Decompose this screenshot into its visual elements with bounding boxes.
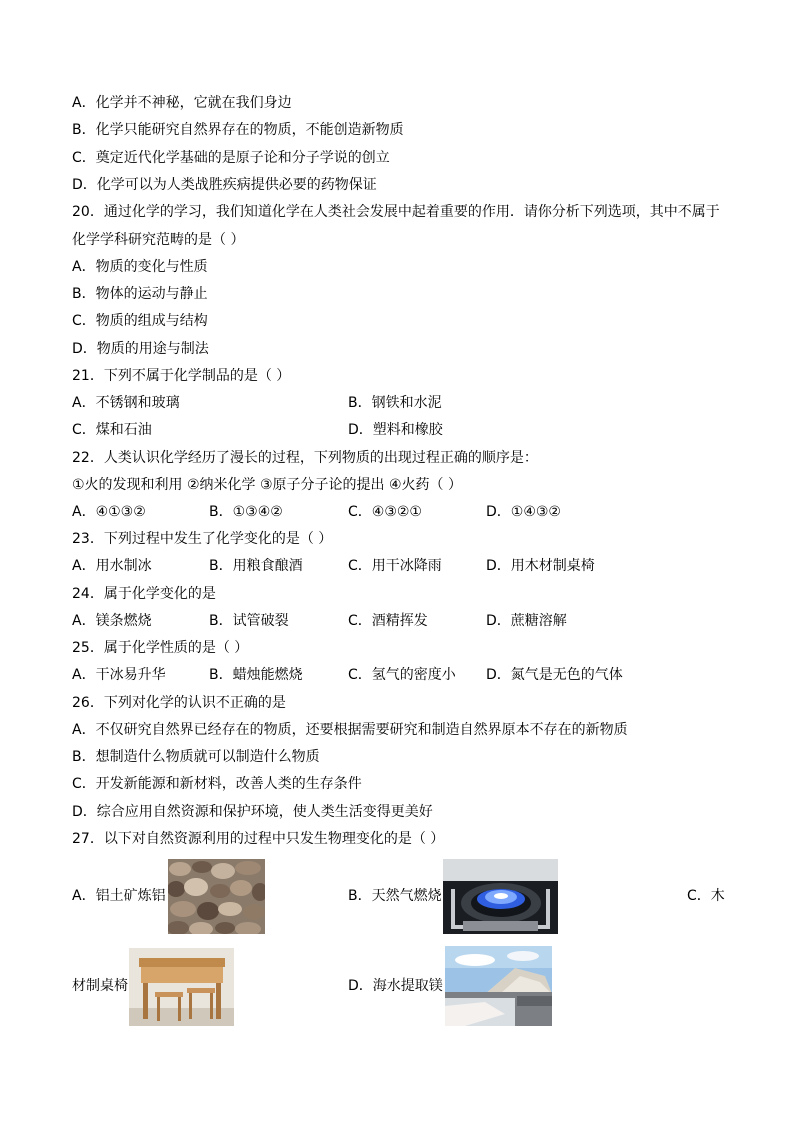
q20-option-d: D．物质的用途与制法 <box>72 341 209 357</box>
q19-option-b: B．化学只能研究自然界存在的物质，不能创造新物质 <box>72 122 404 138</box>
q25-options <box>72 665 752 685</box>
q23-option-a: A．用水制冰 <box>72 558 152 574</box>
q24-option-c: C．酒精挥发 <box>348 613 428 629</box>
q26-option-a: A．不仅研究自然界已经存在的物质，还要根据需要研究和制造自然界原本不存在的新物质 <box>72 722 628 738</box>
q26-option-c: C．开发新能源和新材料，改善人类的生存条件 <box>72 776 362 792</box>
q24-options <box>72 611 752 631</box>
q23-option-d: D．用木材制桌椅 <box>486 558 595 574</box>
q22-option-a: A．④①③② <box>72 504 146 520</box>
q19-option-c: C．奠定近代化学基础的是原子论和分子学说的创立 <box>72 150 390 166</box>
q25-option-a: A．干冰易升华 <box>72 667 166 683</box>
q26-option-d: D．综合应用自然资源和保护环境，使人类生活变得更美好 <box>72 804 433 820</box>
q25-option-d: D．氮气是无色的气体 <box>486 667 623 683</box>
q23-option-b: B．用粮食酿酒 <box>209 558 303 574</box>
q21-option-d: D．塑料和橡胶 <box>348 422 443 438</box>
q27-option-b-label: B．天然气燃烧 <box>348 888 442 904</box>
q21-options-row2 <box>72 420 752 440</box>
q19-option-d: D．化学可以为人类战胜疾病提供必要的药物保证 <box>72 177 377 193</box>
q22-options <box>72 502 752 522</box>
q21-option-c: C．煤和石油 <box>72 422 152 438</box>
q26-stem: 26．下列对化学的认识不正确的是 <box>72 695 286 711</box>
q20-option-a: A．物质的变化与性质 <box>72 259 208 275</box>
q24-option-b: B．试管破裂 <box>209 613 289 629</box>
q20-stem-line1: 20．通过化学的学习，我们知道化学在人类社会发展中起着重要的作用．请你分析下列选项，其中不属于 <box>72 204 720 220</box>
q21-option-a: A．不锈钢和玻璃 <box>72 395 180 411</box>
q27-option-c-label-part1: C．木 <box>687 888 725 904</box>
q22-option-c: C．④③②① <box>348 504 422 520</box>
wooden-desk-chair-image <box>129 948 234 1026</box>
q22-stem: 22．人类认识化学经历了漫长的过程，下列物质的出现过程正确的顺序是： <box>72 450 538 466</box>
q23-option-c: C．用干冰降雨 <box>348 558 442 574</box>
q20-option-b: B．物体的运动与静止 <box>72 286 208 302</box>
q23-options <box>72 556 752 576</box>
q19-option-a: A．化学并不神秘，它就在我们身边 <box>72 95 292 111</box>
q21-stem: 21．下列不属于化学制品的是（ ） <box>72 368 291 384</box>
seawater-salt-field-image <box>445 946 552 1026</box>
q25-option-c: C．氢气的密度小 <box>348 667 456 683</box>
q22-items: ①火的发现和利用 ②纳米化学 ③原子分子论的提出 ④火药（ ） <box>72 477 463 493</box>
gas-burner-flame-image <box>443 859 558 934</box>
q27-stem: 27．以下对自然资源利用的过程中只发生物理变化的是（ ） <box>72 831 445 847</box>
q25-stem: 25．属于化学性质的是（ ） <box>72 640 249 656</box>
q24-stem: 24．属于化学变化的是 <box>72 586 216 602</box>
q21-option-b: B．钢铁和水泥 <box>348 395 442 411</box>
q20-option-c: C．物质的组成与结构 <box>72 313 208 329</box>
q27-option-d-label: D．海水提取镁 <box>348 978 443 994</box>
bauxite-ore-image <box>168 859 265 934</box>
q27-option-c-label-part2: 材制桌椅 <box>72 978 128 994</box>
q20-stem-line2: 化学学科研究范畴的是（ ） <box>72 232 245 248</box>
q24-option-a: A．镁条燃烧 <box>72 613 152 629</box>
q26-option-b: B．想制造什么物质就可以制造什么物质 <box>72 749 320 765</box>
q27-option-a-label: A．铝土矿炼铝 <box>72 888 166 904</box>
q22-option-b: B．①③④② <box>209 504 283 520</box>
q22-option-d: D．①④③② <box>486 504 561 520</box>
q25-option-b: B．蜡烛能燃烧 <box>209 667 303 683</box>
q21-options-row1 <box>72 393 752 413</box>
q23-stem: 23．下列过程中发生了化学变化的是（ ） <box>72 531 333 547</box>
q24-option-d: D．蔗糖溶解 <box>486 613 567 629</box>
